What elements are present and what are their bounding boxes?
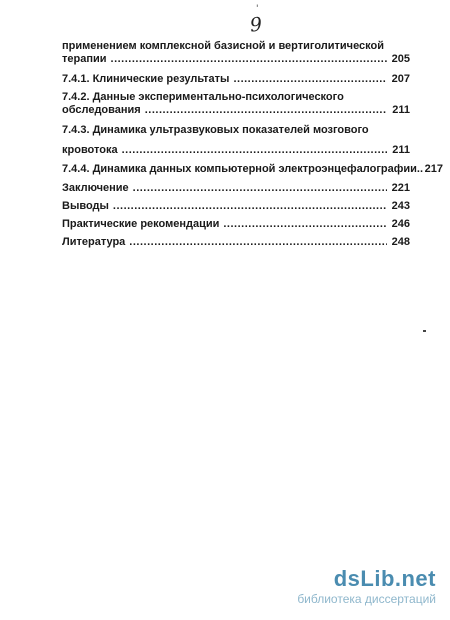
toc-entry-text: Заключение — [62, 182, 129, 194]
toc-page-number: 207 — [391, 73, 410, 85]
toc-entry-text: терапии — [62, 53, 107, 65]
toc-entry-practical-recommendations — [62, 218, 410, 231]
toc-page-number: 248 — [391, 236, 410, 248]
toc-entry-text: Литература — [62, 236, 126, 248]
toc-entry-last-line — [62, 218, 410, 231]
toc-entry-last-line — [62, 144, 410, 157]
toc-page-number: 205 — [391, 53, 410, 65]
toc-page-number: 217 — [424, 163, 444, 175]
toc-entry-psych-examination — [62, 91, 410, 117]
toc-page-number: 211 — [392, 144, 410, 156]
toc-entry-last-line — [62, 73, 410, 86]
watermark[interactable] — [297, 568, 436, 606]
toc-entry-text: Практические рекомендации — [62, 218, 220, 230]
scan-dust-mark — [423, 330, 426, 332]
toc-leader-dots — [111, 53, 387, 66]
toc-entry-last-line — [62, 236, 410, 249]
toc-entry-text: Выводы — [62, 200, 109, 212]
watermark-logo[interactable]: dsLib.net — [333, 566, 436, 591]
toc-entry-text: 7.4.4. Динамика данных компьютерной электроэнцефалографии.. — [62, 163, 424, 175]
toc-entry-text: обследования — [62, 104, 141, 116]
handwritten-page-number: 9 — [248, 13, 264, 37]
toc-entry-line — [62, 91, 410, 104]
toc-entry-last-line — [62, 163, 444, 176]
toc-entry-conclusion — [62, 182, 410, 195]
toc-leader-dots — [129, 236, 387, 249]
toc-page-number: 243 — [391, 200, 410, 212]
scan-tick-mark: ' — [256, 4, 259, 14]
toc-leader-dots — [223, 218, 387, 231]
toc-page-number: 246 — [391, 218, 410, 230]
toc-entry-text: 7.4.3. Динамика ультразвуковых показателей мозгового — [62, 124, 369, 136]
toc-entry-text: применением комплексной базисной и вертиголитической — [62, 40, 385, 52]
toc-entry-text: 7.4.2. Данные экспериментально-психологического — [62, 91, 344, 103]
toc-entry-complex-therapy — [62, 40, 410, 66]
toc-page-number: 221 — [391, 182, 410, 194]
toc-entry-line — [62, 40, 410, 53]
toc-entry-last-line — [62, 104, 410, 117]
toc-leader-dots — [233, 73, 387, 86]
watermark-subtitle: библиотека диссертаций — [297, 592, 436, 606]
toc-entry-findings — [62, 200, 410, 213]
toc-leader-dots — [145, 104, 387, 117]
toc-entry-text: кровотока — [62, 144, 118, 156]
toc-entry-last-line — [62, 182, 410, 195]
toc-entry-last-line — [62, 200, 410, 213]
toc-entry-line — [62, 124, 410, 137]
toc-entry-text: 7.4.1. Клинические результаты — [62, 73, 230, 85]
toc-entry-clinical-results — [62, 73, 410, 86]
toc-page-number: 211 — [392, 104, 410, 116]
toc-leader-dots — [113, 200, 387, 213]
toc-entry-eeg-dynamics — [62, 163, 444, 176]
toc-entry-last-line — [62, 53, 410, 66]
toc-entry-literature — [62, 236, 410, 249]
toc-entry-ultrasound-dynamics — [62, 124, 410, 157]
toc-leader-dots — [133, 182, 387, 195]
toc-leader-dots — [122, 144, 387, 157]
